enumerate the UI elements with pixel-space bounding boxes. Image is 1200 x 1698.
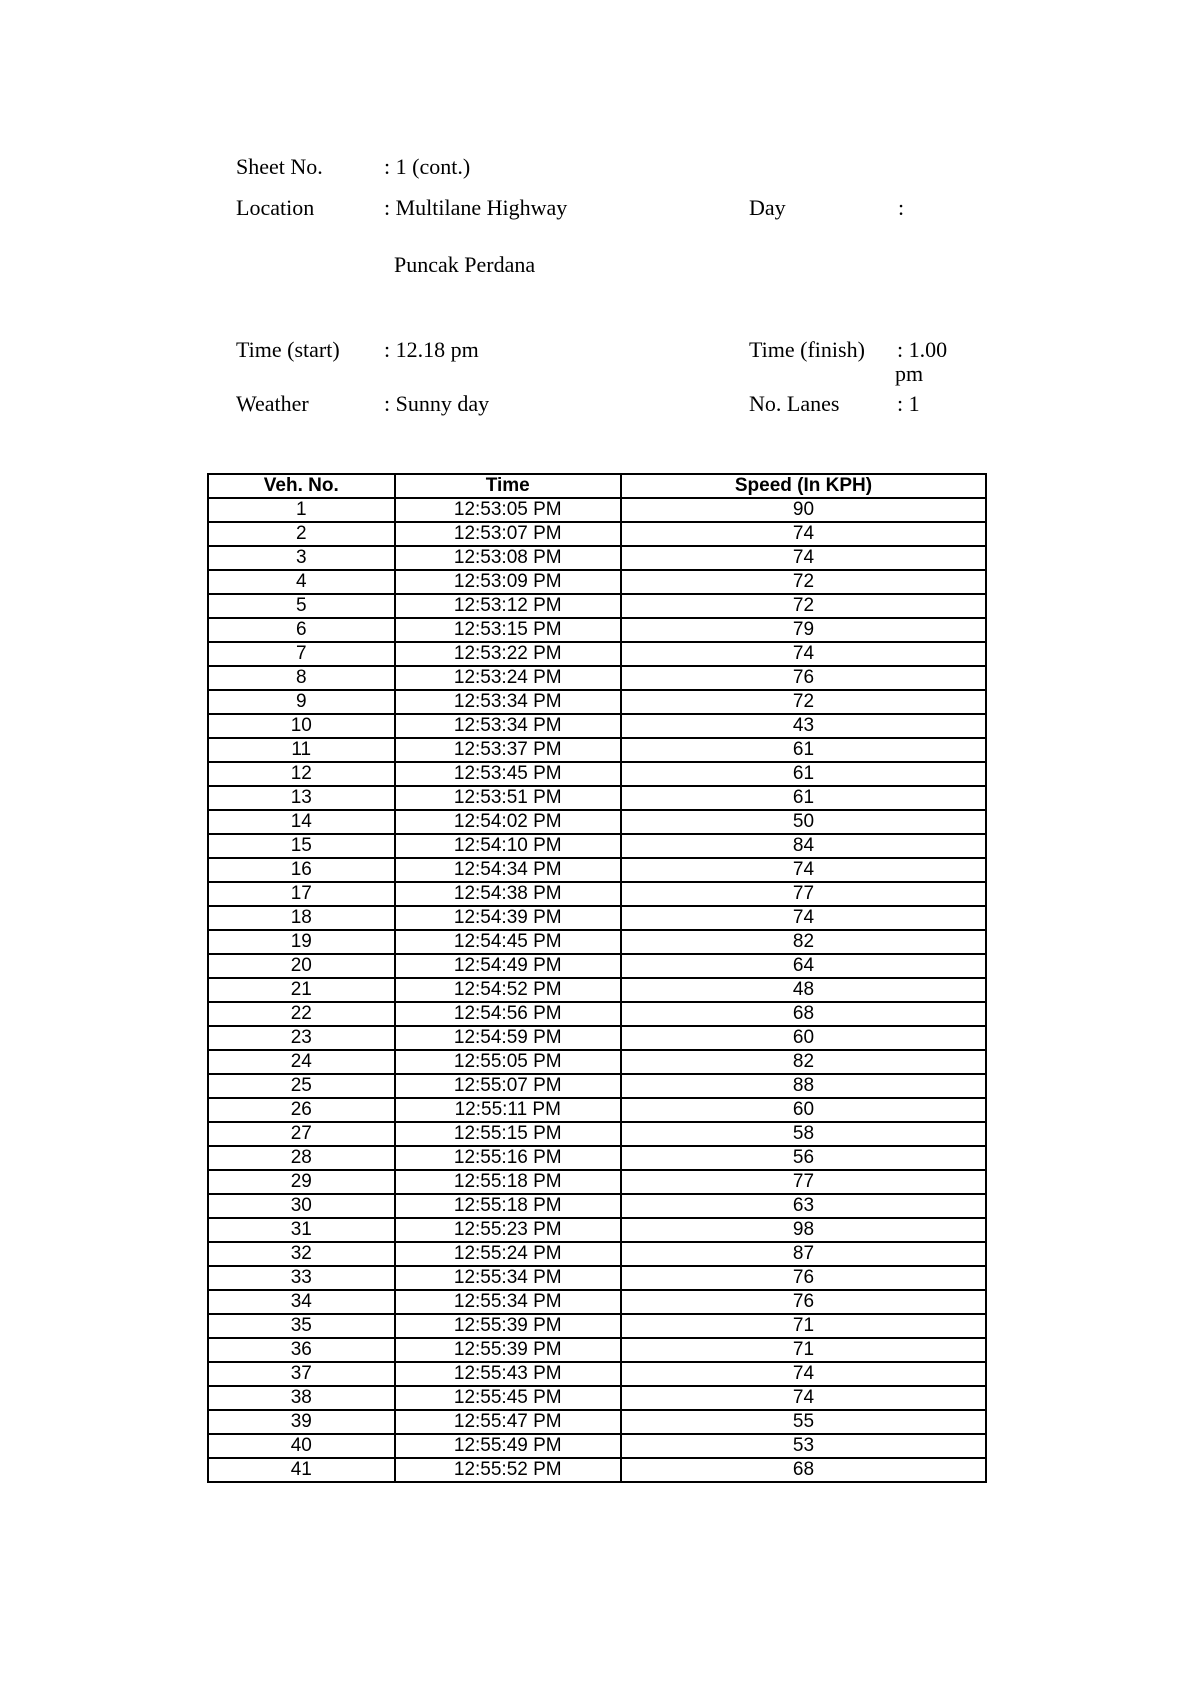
- cell-speed: 98: [621, 1218, 986, 1242]
- table-row: [208, 642, 986, 666]
- table-row: [208, 666, 986, 690]
- cell-veh-no: 38: [208, 1386, 395, 1410]
- cell-time: 12:55:45 PM: [395, 1386, 621, 1410]
- weather-value: : Sunny day: [384, 391, 490, 416]
- table-row: [208, 1050, 986, 1074]
- cell-veh-no: 5: [208, 594, 395, 618]
- cell-veh-no: 16: [208, 858, 395, 882]
- table-row: [208, 1410, 986, 1434]
- cell-veh-no: 17: [208, 882, 395, 906]
- weather-label: Weather: [236, 391, 309, 416]
- cell-veh-no: 27: [208, 1122, 395, 1146]
- cell-veh-no: 11: [208, 738, 395, 762]
- cell-veh-no: 36: [208, 1338, 395, 1362]
- cell-speed: 63: [621, 1194, 986, 1218]
- table-row: [208, 1290, 986, 1314]
- cell-time: 12:53:45 PM: [395, 762, 621, 786]
- cell-speed: 79: [621, 618, 986, 642]
- cell-veh-no: 6: [208, 618, 395, 642]
- table-row: [208, 762, 986, 786]
- cell-time: 12:55:43 PM: [395, 1362, 621, 1386]
- cell-veh-no: 32: [208, 1242, 395, 1266]
- lanes-value: : 1: [897, 391, 920, 416]
- column-header-speed: Speed (In KPH): [621, 474, 986, 498]
- sheet-no-value: : 1 (cont.): [384, 154, 471, 179]
- table-row: [208, 1386, 986, 1410]
- cell-veh-no: 8: [208, 666, 395, 690]
- column-header-time: Time: [395, 474, 621, 498]
- cell-speed: 68: [621, 1002, 986, 1026]
- cell-speed: 77: [621, 882, 986, 906]
- cell-time: 12:54:34 PM: [395, 858, 621, 882]
- time-finish-value-line2: pm: [895, 361, 924, 386]
- table-row: [208, 786, 986, 810]
- cell-time: 12:55:11 PM: [395, 1098, 621, 1122]
- cell-speed: 58: [621, 1122, 986, 1146]
- cell-time: 12:55:15 PM: [395, 1122, 621, 1146]
- sheet-no-label: Sheet No.: [236, 154, 323, 179]
- cell-speed: 48: [621, 978, 986, 1002]
- cell-time: 12:54:52 PM: [395, 978, 621, 1002]
- cell-time: 12:54:49 PM: [395, 954, 621, 978]
- table-row: [208, 1098, 986, 1122]
- cell-speed: 74: [621, 546, 986, 570]
- column-header-veh-no: Veh. No.: [208, 474, 395, 498]
- cell-time: 12:55:39 PM: [395, 1314, 621, 1338]
- cell-speed: 74: [621, 642, 986, 666]
- cell-time: 12:53:07 PM: [395, 522, 621, 546]
- time-start-label: Time (start): [236, 337, 340, 362]
- cell-speed: 74: [621, 522, 986, 546]
- cell-veh-no: 21: [208, 978, 395, 1002]
- cell-time: 12:54:39 PM: [395, 906, 621, 930]
- cell-speed: 43: [621, 714, 986, 738]
- cell-veh-no: 10: [208, 714, 395, 738]
- cell-time: 12:53:24 PM: [395, 666, 621, 690]
- table-row: [208, 594, 986, 618]
- table-row: [208, 570, 986, 594]
- time-finish-value: : 1.00: [897, 337, 948, 362]
- cell-time: 12:55:24 PM: [395, 1242, 621, 1266]
- cell-veh-no: 41: [208, 1458, 395, 1482]
- cell-veh-no: 40: [208, 1434, 395, 1458]
- cell-time: 12:55:05 PM: [395, 1050, 621, 1074]
- cell-speed: 71: [621, 1338, 986, 1362]
- table-row: [208, 810, 986, 834]
- cell-time: 12:53:22 PM: [395, 642, 621, 666]
- cell-time: 12:54:59 PM: [395, 1026, 621, 1050]
- cell-speed: 53: [621, 1434, 986, 1458]
- cell-time: 12:55:18 PM: [395, 1194, 621, 1218]
- cell-time: 12:55:39 PM: [395, 1338, 621, 1362]
- cell-time: 12:53:08 PM: [395, 546, 621, 570]
- cell-time: 12:54:38 PM: [395, 882, 621, 906]
- table-row: [208, 498, 986, 522]
- table-row: [208, 858, 986, 882]
- cell-veh-no: 28: [208, 1146, 395, 1170]
- speed-table: [207, 473, 987, 1483]
- cell-time: 12:55:07 PM: [395, 1074, 621, 1098]
- time-start-value: : 12.18 pm: [384, 337, 479, 362]
- table-row: [208, 1170, 986, 1194]
- cell-speed: 88: [621, 1074, 986, 1098]
- cell-veh-no: 26: [208, 1098, 395, 1122]
- table-row: [208, 882, 986, 906]
- table-row: [208, 954, 986, 978]
- cell-time: 12:53:37 PM: [395, 738, 621, 762]
- cell-time: 12:55:49 PM: [395, 1434, 621, 1458]
- cell-veh-no: 29: [208, 1170, 395, 1194]
- cell-speed: 72: [621, 690, 986, 714]
- cell-time: 12:55:34 PM: [395, 1266, 621, 1290]
- cell-time: 12:55:16 PM: [395, 1146, 621, 1170]
- cell-time: 12:55:52 PM: [395, 1458, 621, 1482]
- cell-speed: 84: [621, 834, 986, 858]
- cell-speed: 61: [621, 762, 986, 786]
- cell-speed: 74: [621, 858, 986, 882]
- cell-time: 12:53:34 PM: [395, 690, 621, 714]
- cell-speed: 74: [621, 1362, 986, 1386]
- cell-veh-no: 23: [208, 1026, 395, 1050]
- cell-speed: 74: [621, 906, 986, 930]
- table-row: [208, 1074, 986, 1098]
- location-value-line2: Puncak Perdana: [394, 252, 536, 277]
- cell-time: 12:53:05 PM: [395, 498, 621, 522]
- cell-speed: 77: [621, 1170, 986, 1194]
- cell-veh-no: 13: [208, 786, 395, 810]
- lanes-label: No. Lanes: [749, 391, 840, 416]
- cell-speed: 76: [621, 1266, 986, 1290]
- cell-veh-no: 20: [208, 954, 395, 978]
- cell-time: 12:53:12 PM: [395, 594, 621, 618]
- cell-speed: 64: [621, 954, 986, 978]
- location-label: Location: [236, 195, 315, 220]
- cell-speed: 61: [621, 738, 986, 762]
- cell-veh-no: 39: [208, 1410, 395, 1434]
- location-value: : Multilane Highway: [384, 195, 568, 220]
- cell-speed: 82: [621, 930, 986, 954]
- table-row: [208, 690, 986, 714]
- cell-speed: 90: [621, 498, 986, 522]
- table-row: [208, 618, 986, 642]
- cell-veh-no: 30: [208, 1194, 395, 1218]
- cell-time: 12:54:02 PM: [395, 810, 621, 834]
- table-row: [208, 906, 986, 930]
- cell-veh-no: 15: [208, 834, 395, 858]
- cell-veh-no: 35: [208, 1314, 395, 1338]
- cell-veh-no: 33: [208, 1266, 395, 1290]
- cell-time: 12:55:47 PM: [395, 1410, 621, 1434]
- table-row: [208, 1026, 986, 1050]
- cell-speed: 60: [621, 1098, 986, 1122]
- cell-speed: 72: [621, 594, 986, 618]
- cell-time: 12:55:34 PM: [395, 1290, 621, 1314]
- cell-time: 12:55:23 PM: [395, 1218, 621, 1242]
- day-label: Day: [749, 195, 786, 220]
- table-row: [208, 738, 986, 762]
- cell-speed: 60: [621, 1026, 986, 1050]
- table-row: [208, 1122, 986, 1146]
- table-row: [208, 1362, 986, 1386]
- table-row: [208, 1218, 986, 1242]
- cell-veh-no: 2: [208, 522, 395, 546]
- cell-time: 12:53:09 PM: [395, 570, 621, 594]
- cell-speed: 74: [621, 1386, 986, 1410]
- cell-time: 12:54:45 PM: [395, 930, 621, 954]
- cell-time: 12:53:34 PM: [395, 714, 621, 738]
- table-row: [208, 1242, 986, 1266]
- table-header-row: [208, 474, 986, 498]
- cell-time: 12:55:18 PM: [395, 1170, 621, 1194]
- cell-speed: 55: [621, 1410, 986, 1434]
- cell-veh-no: 18: [208, 906, 395, 930]
- cell-veh-no: 37: [208, 1362, 395, 1386]
- cell-veh-no: 25: [208, 1074, 395, 1098]
- cell-veh-no: 22: [208, 1002, 395, 1026]
- table-row: [208, 1002, 986, 1026]
- cell-veh-no: 1: [208, 498, 395, 522]
- table-row: [208, 1434, 986, 1458]
- cell-speed: 72: [621, 570, 986, 594]
- cell-speed: 71: [621, 1314, 986, 1338]
- cell-veh-no: 9: [208, 690, 395, 714]
- cell-time: 12:53:51 PM: [395, 786, 621, 810]
- cell-speed: 76: [621, 666, 986, 690]
- cell-speed: 61: [621, 786, 986, 810]
- cell-speed: 82: [621, 1050, 986, 1074]
- cell-speed: 56: [621, 1146, 986, 1170]
- cell-time: 12:54:10 PM: [395, 834, 621, 858]
- cell-veh-no: 3: [208, 546, 395, 570]
- cell-veh-no: 24: [208, 1050, 395, 1074]
- cell-speed: 50: [621, 810, 986, 834]
- table-row: [208, 1314, 986, 1338]
- table-row: [208, 930, 986, 954]
- day-value: :: [898, 195, 905, 220]
- cell-veh-no: 12: [208, 762, 395, 786]
- table-row: [208, 1458, 986, 1482]
- cell-speed: 76: [621, 1290, 986, 1314]
- table-row: [208, 978, 986, 1002]
- table-body: [208, 498, 986, 1482]
- cell-veh-no: 14: [208, 810, 395, 834]
- table-row: [208, 1146, 986, 1170]
- table-row: [208, 1338, 986, 1362]
- table-row: [208, 546, 986, 570]
- cell-veh-no: 34: [208, 1290, 395, 1314]
- cell-veh-no: 19: [208, 930, 395, 954]
- table-row: [208, 1266, 986, 1290]
- time-finish-label: Time (finish): [749, 337, 865, 362]
- table-row: [208, 834, 986, 858]
- table-row: [208, 522, 986, 546]
- cell-time: 12:54:56 PM: [395, 1002, 621, 1026]
- table-row: [208, 1194, 986, 1218]
- cell-veh-no: 4: [208, 570, 395, 594]
- cell-speed: 68: [621, 1458, 986, 1482]
- cell-veh-no: 31: [208, 1218, 395, 1242]
- cell-time: 12:53:15 PM: [395, 618, 621, 642]
- cell-speed: 87: [621, 1242, 986, 1266]
- table-row: [208, 714, 986, 738]
- cell-veh-no: 7: [208, 642, 395, 666]
